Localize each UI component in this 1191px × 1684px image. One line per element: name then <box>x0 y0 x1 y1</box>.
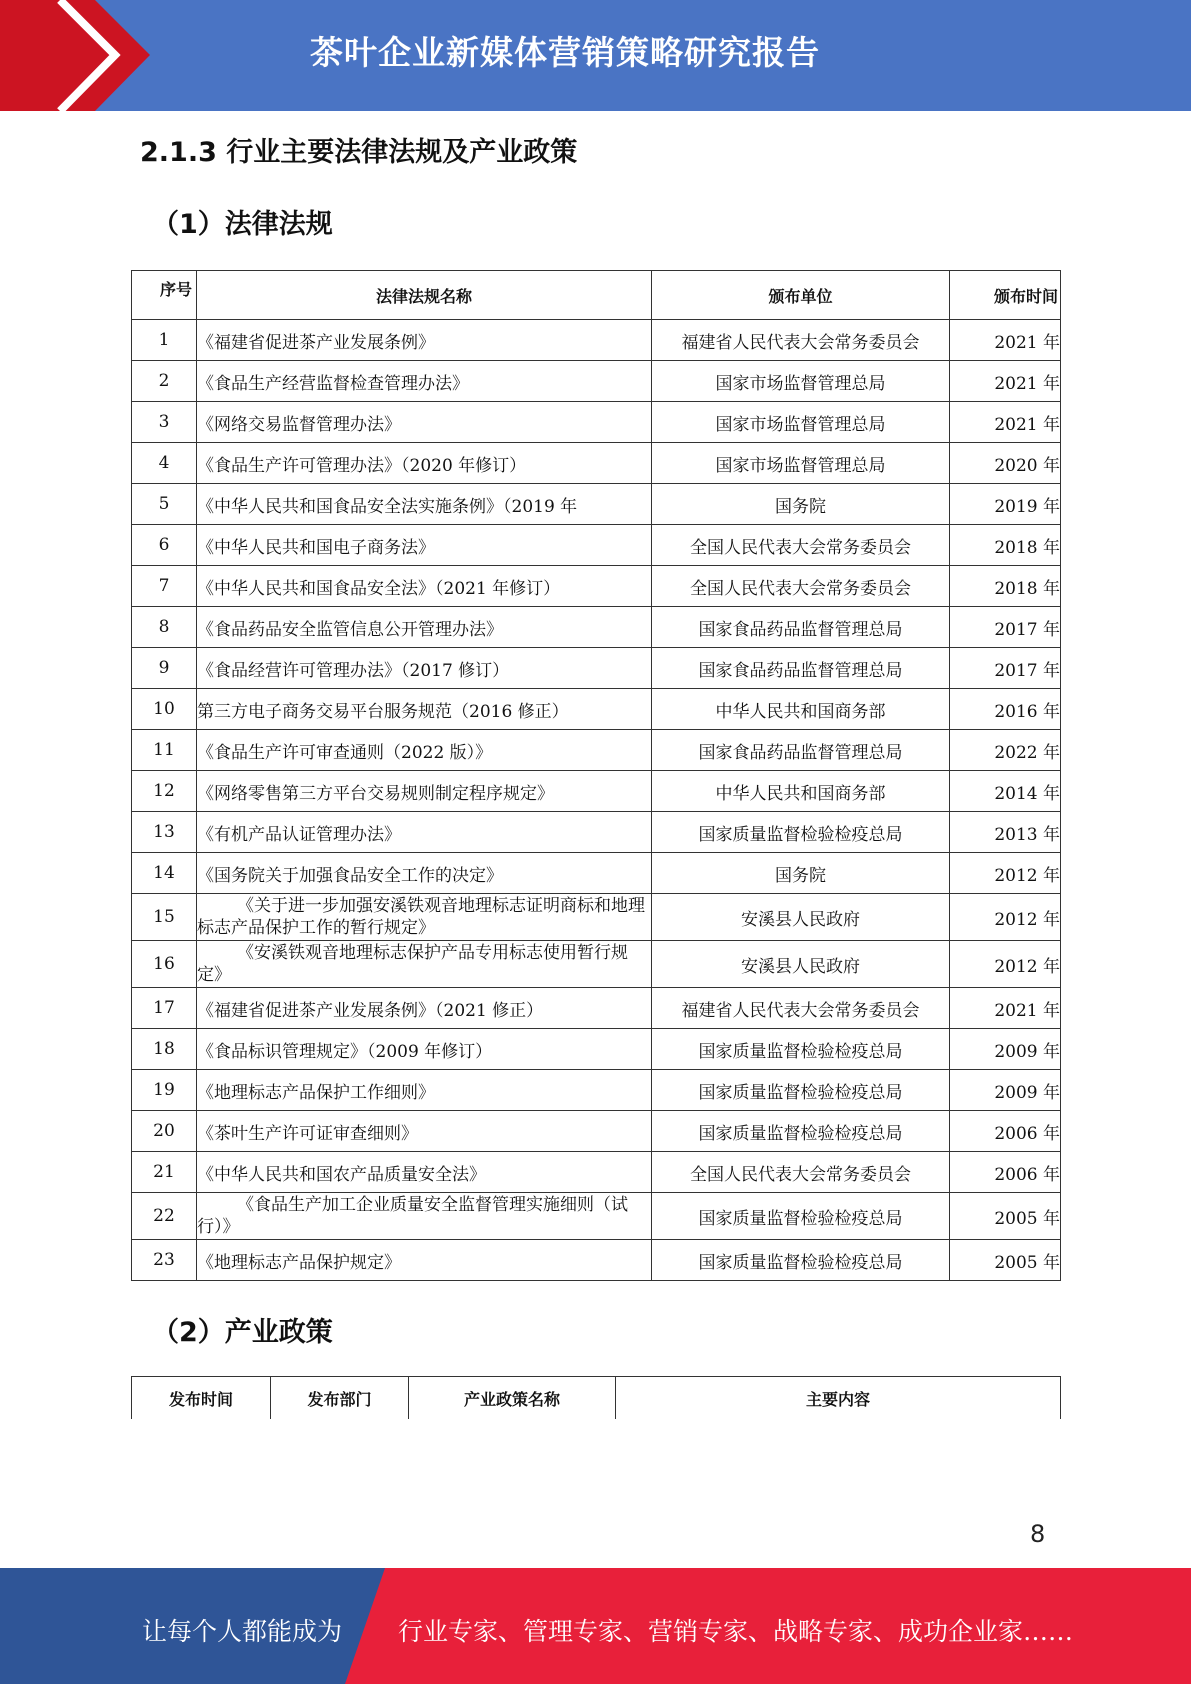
law-name: 《中华人民共和国食品安全法》（2021 年修订） <box>197 566 652 607</box>
law-name: 《地理标志产品保护规定》 <box>197 1240 652 1281</box>
law-table-row <box>132 1029 1061 1070</box>
law-name: 《福建省促进茶产业发展条例》（2021 修正） <box>197 988 652 1029</box>
issue-year: 2019 年 <box>950 484 1061 525</box>
law-name: 《食品生产加工企业质量安全监督管理实施细则（试行）》 <box>197 1193 652 1240</box>
row-number: 4 <box>132 443 197 484</box>
law-name: 《食品经营许可管理办法》（2017 修订） <box>197 648 652 689</box>
issue-year: 2014 年 <box>950 771 1061 812</box>
row-number: 23 <box>132 1240 197 1281</box>
issuing-unit: 中华人民共和国商务部 <box>652 771 950 812</box>
law-table-header <box>132 271 1061 320</box>
law-table-row <box>132 689 1061 730</box>
issuing-unit: 福建省人民代表大会常务委员会 <box>652 988 950 1029</box>
law-table <box>131 270 1061 1281</box>
row-number: 1 <box>132 320 197 361</box>
law-name: 《食品药品安全监管信息公开管理办法》 <box>197 607 652 648</box>
issue-year: 2012 年 <box>950 941 1061 988</box>
header-red-arrow <box>0 0 150 111</box>
issuing-unit: 国家食品药品监督管理总局 <box>652 607 950 648</box>
issuing-unit: 国家食品药品监督管理总局 <box>652 648 950 689</box>
law-table-row <box>132 812 1061 853</box>
issuing-unit: 国家食品药品监督管理总局 <box>652 730 950 771</box>
issue-year: 2009 年 <box>950 1070 1061 1111</box>
issuing-unit: 国家市场监督管理总局 <box>652 443 950 484</box>
section-title: 2.1.3 行业主要法律法规及产业政策 <box>140 137 578 168</box>
issue-year: 2009 年 <box>950 1029 1061 1070</box>
law-table-row <box>132 1111 1061 1152</box>
row-number: 10 <box>132 689 197 730</box>
issuing-unit: 国家质量监督检验检疫总局 <box>652 1070 950 1111</box>
law-table-row <box>132 484 1061 525</box>
issue-year: 2020 年 <box>950 443 1061 484</box>
issue-year: 2005 年 <box>950 1193 1061 1240</box>
law-table-row <box>132 443 1061 484</box>
law-table-row <box>132 1240 1061 1281</box>
issuing-unit: 国务院 <box>652 484 950 525</box>
law-name: 《食品生产许可管理办法》（2020 年修订） <box>197 443 652 484</box>
law-name: 《安溪铁观音地理标志保护产品专用标志使用暂行规定》 <box>197 941 652 988</box>
row-number: 5 <box>132 484 197 525</box>
row-number: 8 <box>132 607 197 648</box>
col-main-content: 主要内容 <box>616 1377 1061 1420</box>
law-table-row <box>132 1193 1061 1240</box>
row-number: 16 <box>132 941 197 988</box>
row-number: 15 <box>132 894 197 941</box>
col-department: 发布部门 <box>271 1377 409 1420</box>
law-name: 《中华人民共和国食品安全法实施条例》（2019 年 <box>197 484 652 525</box>
law-table-row <box>132 361 1061 402</box>
issuing-unit: 中华人民共和国商务部 <box>652 689 950 730</box>
page-header <box>0 0 1191 111</box>
law-name: 《食品标识管理规定》（2009 年修订） <box>197 1029 652 1070</box>
law-table-body <box>132 320 1061 1281</box>
issue-year: 2021 年 <box>950 361 1061 402</box>
law-table-row <box>132 941 1061 988</box>
law-table-row <box>132 607 1061 648</box>
issuing-unit: 福建省人民代表大会常务委员会 <box>652 320 950 361</box>
row-number: 22 <box>132 1193 197 1240</box>
issuing-unit: 国家质量监督检验检疫总局 <box>652 1240 950 1281</box>
law-name: 《中华人民共和国电子商务法》 <box>197 525 652 566</box>
col-policy-name: 产业政策名称 <box>409 1377 616 1420</box>
page-number: 8 <box>1030 1520 1046 1548</box>
issuing-unit: 国家质量监督检验检疫总局 <box>652 812 950 853</box>
issue-year: 2005 年 <box>950 1240 1061 1281</box>
law-name: 《地理标志产品保护工作细则》 <box>197 1070 652 1111</box>
row-number: 19 <box>132 1070 197 1111</box>
col-unit: 颁布单位 <box>652 271 950 320</box>
issuing-unit: 国家质量监督检验检疫总局 <box>652 1029 950 1070</box>
row-number: 11 <box>132 730 197 771</box>
issue-year: 2021 年 <box>950 320 1061 361</box>
row-number: 17 <box>132 988 197 1029</box>
row-number: 7 <box>132 566 197 607</box>
row-number: 13 <box>132 812 197 853</box>
issue-year: 2012 年 <box>950 853 1061 894</box>
footer-slogan-left: 让每个人都能成为 <box>142 1617 343 1646</box>
issuing-unit: 国家质量监督检验检疫总局 <box>652 1111 950 1152</box>
law-name: 《中华人民共和国农产品质量安全法》 <box>197 1152 652 1193</box>
law-name: 《有机产品认证管理办法》 <box>197 812 652 853</box>
issuing-unit: 国务院 <box>652 853 950 894</box>
issuing-unit: 全国人民代表大会常务委员会 <box>652 566 950 607</box>
law-name: 《福建省促进茶产业发展条例》 <box>197 320 652 361</box>
issue-year: 2018 年 <box>950 566 1061 607</box>
col-seq: 序号 <box>132 271 197 320</box>
issuing-unit: 国家市场监督管理总局 <box>652 361 950 402</box>
row-number: 12 <box>132 771 197 812</box>
row-number: 18 <box>132 1029 197 1070</box>
col-publish-time: 发布时间 <box>132 1377 271 1420</box>
row-number: 3 <box>132 402 197 443</box>
law-table-row <box>132 853 1061 894</box>
issuing-unit: 全国人民代表大会常务委员会 <box>652 525 950 566</box>
issue-year: 2017 年 <box>950 648 1061 689</box>
law-name: 《食品生产经营监督检查管理办法》 <box>197 361 652 402</box>
row-number: 21 <box>132 1152 197 1193</box>
issuing-unit: 国家市场监督管理总局 <box>652 402 950 443</box>
issue-year: 2013 年 <box>950 812 1061 853</box>
row-number: 2 <box>132 361 197 402</box>
law-table-row <box>132 648 1061 689</box>
row-number: 9 <box>132 648 197 689</box>
issuing-unit: 全国人民代表大会常务委员会 <box>652 1152 950 1193</box>
issue-year: 2006 年 <box>950 1111 1061 1152</box>
issue-year: 2021 年 <box>950 402 1061 443</box>
law-table-row <box>132 566 1061 607</box>
issue-year: 2021 年 <box>950 988 1061 1029</box>
issue-year: 2016 年 <box>950 689 1061 730</box>
law-name: 《茶叶生产许可证审查细则》 <box>197 1111 652 1152</box>
policy-table-header <box>132 1377 1061 1420</box>
law-table-row <box>132 525 1061 566</box>
issue-year: 2018 年 <box>950 525 1061 566</box>
issue-year: 2006 年 <box>950 1152 1061 1193</box>
law-name: 《网络零售第三方平台交易规则制定程序规定》 <box>197 771 652 812</box>
law-table-row <box>132 402 1061 443</box>
col-name: 法律法规名称 <box>197 271 652 320</box>
law-name: 《关于进一步加强安溪铁观音地理标志证明商标和地理 标志产品保护工作的暂行规定》 <box>197 894 652 941</box>
law-table-row <box>132 1070 1061 1111</box>
col-year: 颁布时间 <box>950 271 1061 320</box>
issue-year: 2017 年 <box>950 607 1061 648</box>
row-number: 20 <box>132 1111 197 1152</box>
issuing-unit: 安溪县人民政府 <box>652 894 950 941</box>
law-table-row <box>132 894 1061 941</box>
issuing-unit: 安溪县人民政府 <box>652 941 950 988</box>
row-number: 14 <box>132 853 197 894</box>
footer-slogan-right: 行业专家、管理专家、营销专家、战略专家、成功企业家…… <box>398 1617 1074 1646</box>
policy-section-title: （2）产业政策 <box>152 1317 333 1348</box>
law-table-row <box>132 730 1061 771</box>
issue-year: 2012 年 <box>950 894 1061 941</box>
law-table-row <box>132 1152 1061 1193</box>
law-name: 《网络交易监督管理办法》 <box>197 402 652 443</box>
row-number: 6 <box>132 525 197 566</box>
issuing-unit: 国家质量监督检验检疫总局 <box>652 1193 950 1240</box>
law-table-row <box>132 988 1061 1029</box>
law-section-title: （1）法律法规 <box>152 209 333 240</box>
law-name: 《食品生产许可审查通则（2022 版）》 <box>197 730 652 771</box>
issue-year: 2022 年 <box>950 730 1061 771</box>
law-table-row <box>132 320 1061 361</box>
report-title: 茶叶企业新媒体营销策略研究报告 <box>310 33 820 72</box>
law-name: 《国务院关于加强食品安全工作的决定》 <box>197 853 652 894</box>
law-table-row <box>132 771 1061 812</box>
policy-table <box>131 1376 1061 1419</box>
law-name: 第三方电子商务交易平台服务规范（2016 修正） <box>197 689 652 730</box>
